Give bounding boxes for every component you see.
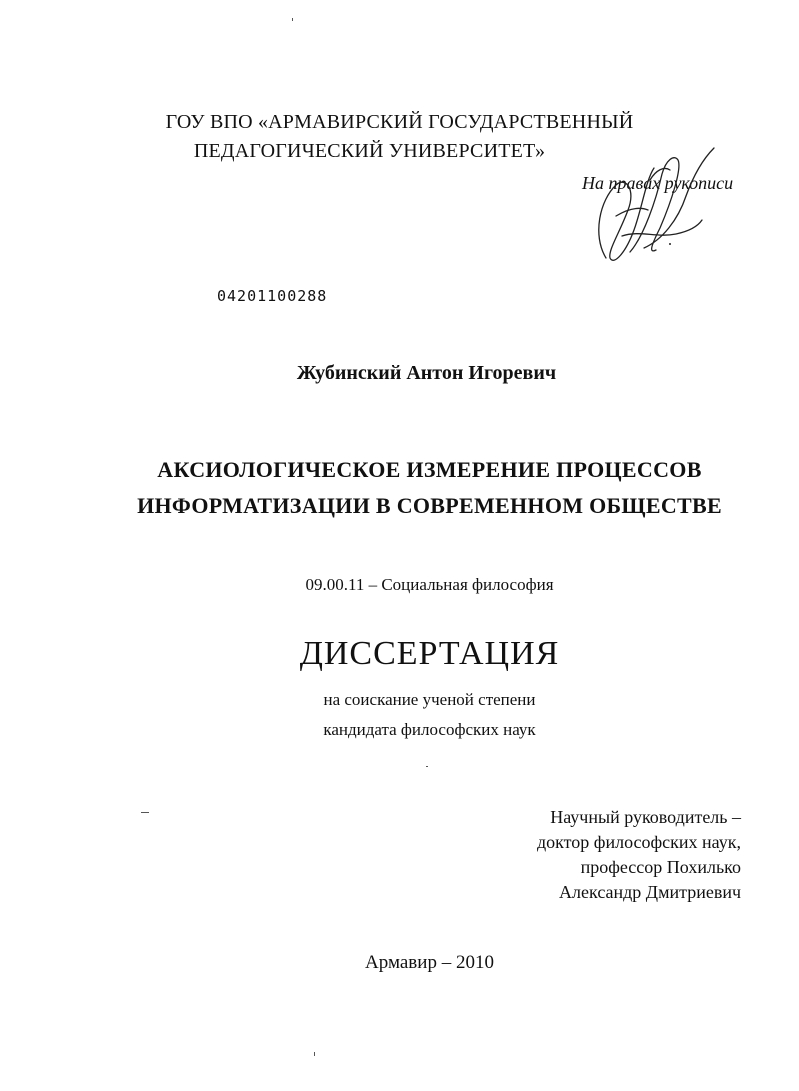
title-line-2: ИНФОРМАТИЗАЦИИ В СОВРЕМЕННОМ ОБЩЕСТВЕ (137, 493, 722, 518)
institution-line-1: ГОУ ВПО «АРМАВИРСКИЙ ГОСУДАРСТВЕННЫЙ (165, 111, 634, 133)
manuscript-note: На правах рукописи (582, 173, 734, 193)
advisor-line-2: доктор философских наук, (537, 832, 741, 852)
advisor-line-3: профессор Похилько (580, 857, 741, 877)
specialty: 09.00.11 – Социальная философия (305, 575, 554, 594)
advisor-line-1: Научный руководитель – (550, 807, 741, 827)
document-type: ДИССЕРТАЦИЯ (299, 635, 560, 672)
city-year: Армавир – 2010 (365, 952, 494, 973)
degree-line-2: кандидата философских наук (323, 720, 536, 739)
author-name: Жубинский Антон Игоревич (296, 362, 557, 384)
registry-code: 04201100288 (217, 287, 328, 305)
scan-speck (141, 812, 149, 813)
scan-speck (314, 1052, 315, 1056)
degree-line-1: на соискание ученой степени (323, 690, 536, 709)
institution-line-2: ПЕДАГОГИЧЕСКИЙ УНИВЕРСИТЕТ» (193, 140, 546, 162)
signature-icon (586, 140, 726, 270)
scan-speck (292, 18, 293, 21)
scan-speck (426, 766, 428, 767)
advisor-line-4: Александр Дмитриевич (559, 882, 741, 902)
title-line-1: АКСИОЛОГИЧЕСКОЕ ИЗМЕРЕНИЕ ПРОЦЕССОВ (157, 457, 702, 482)
